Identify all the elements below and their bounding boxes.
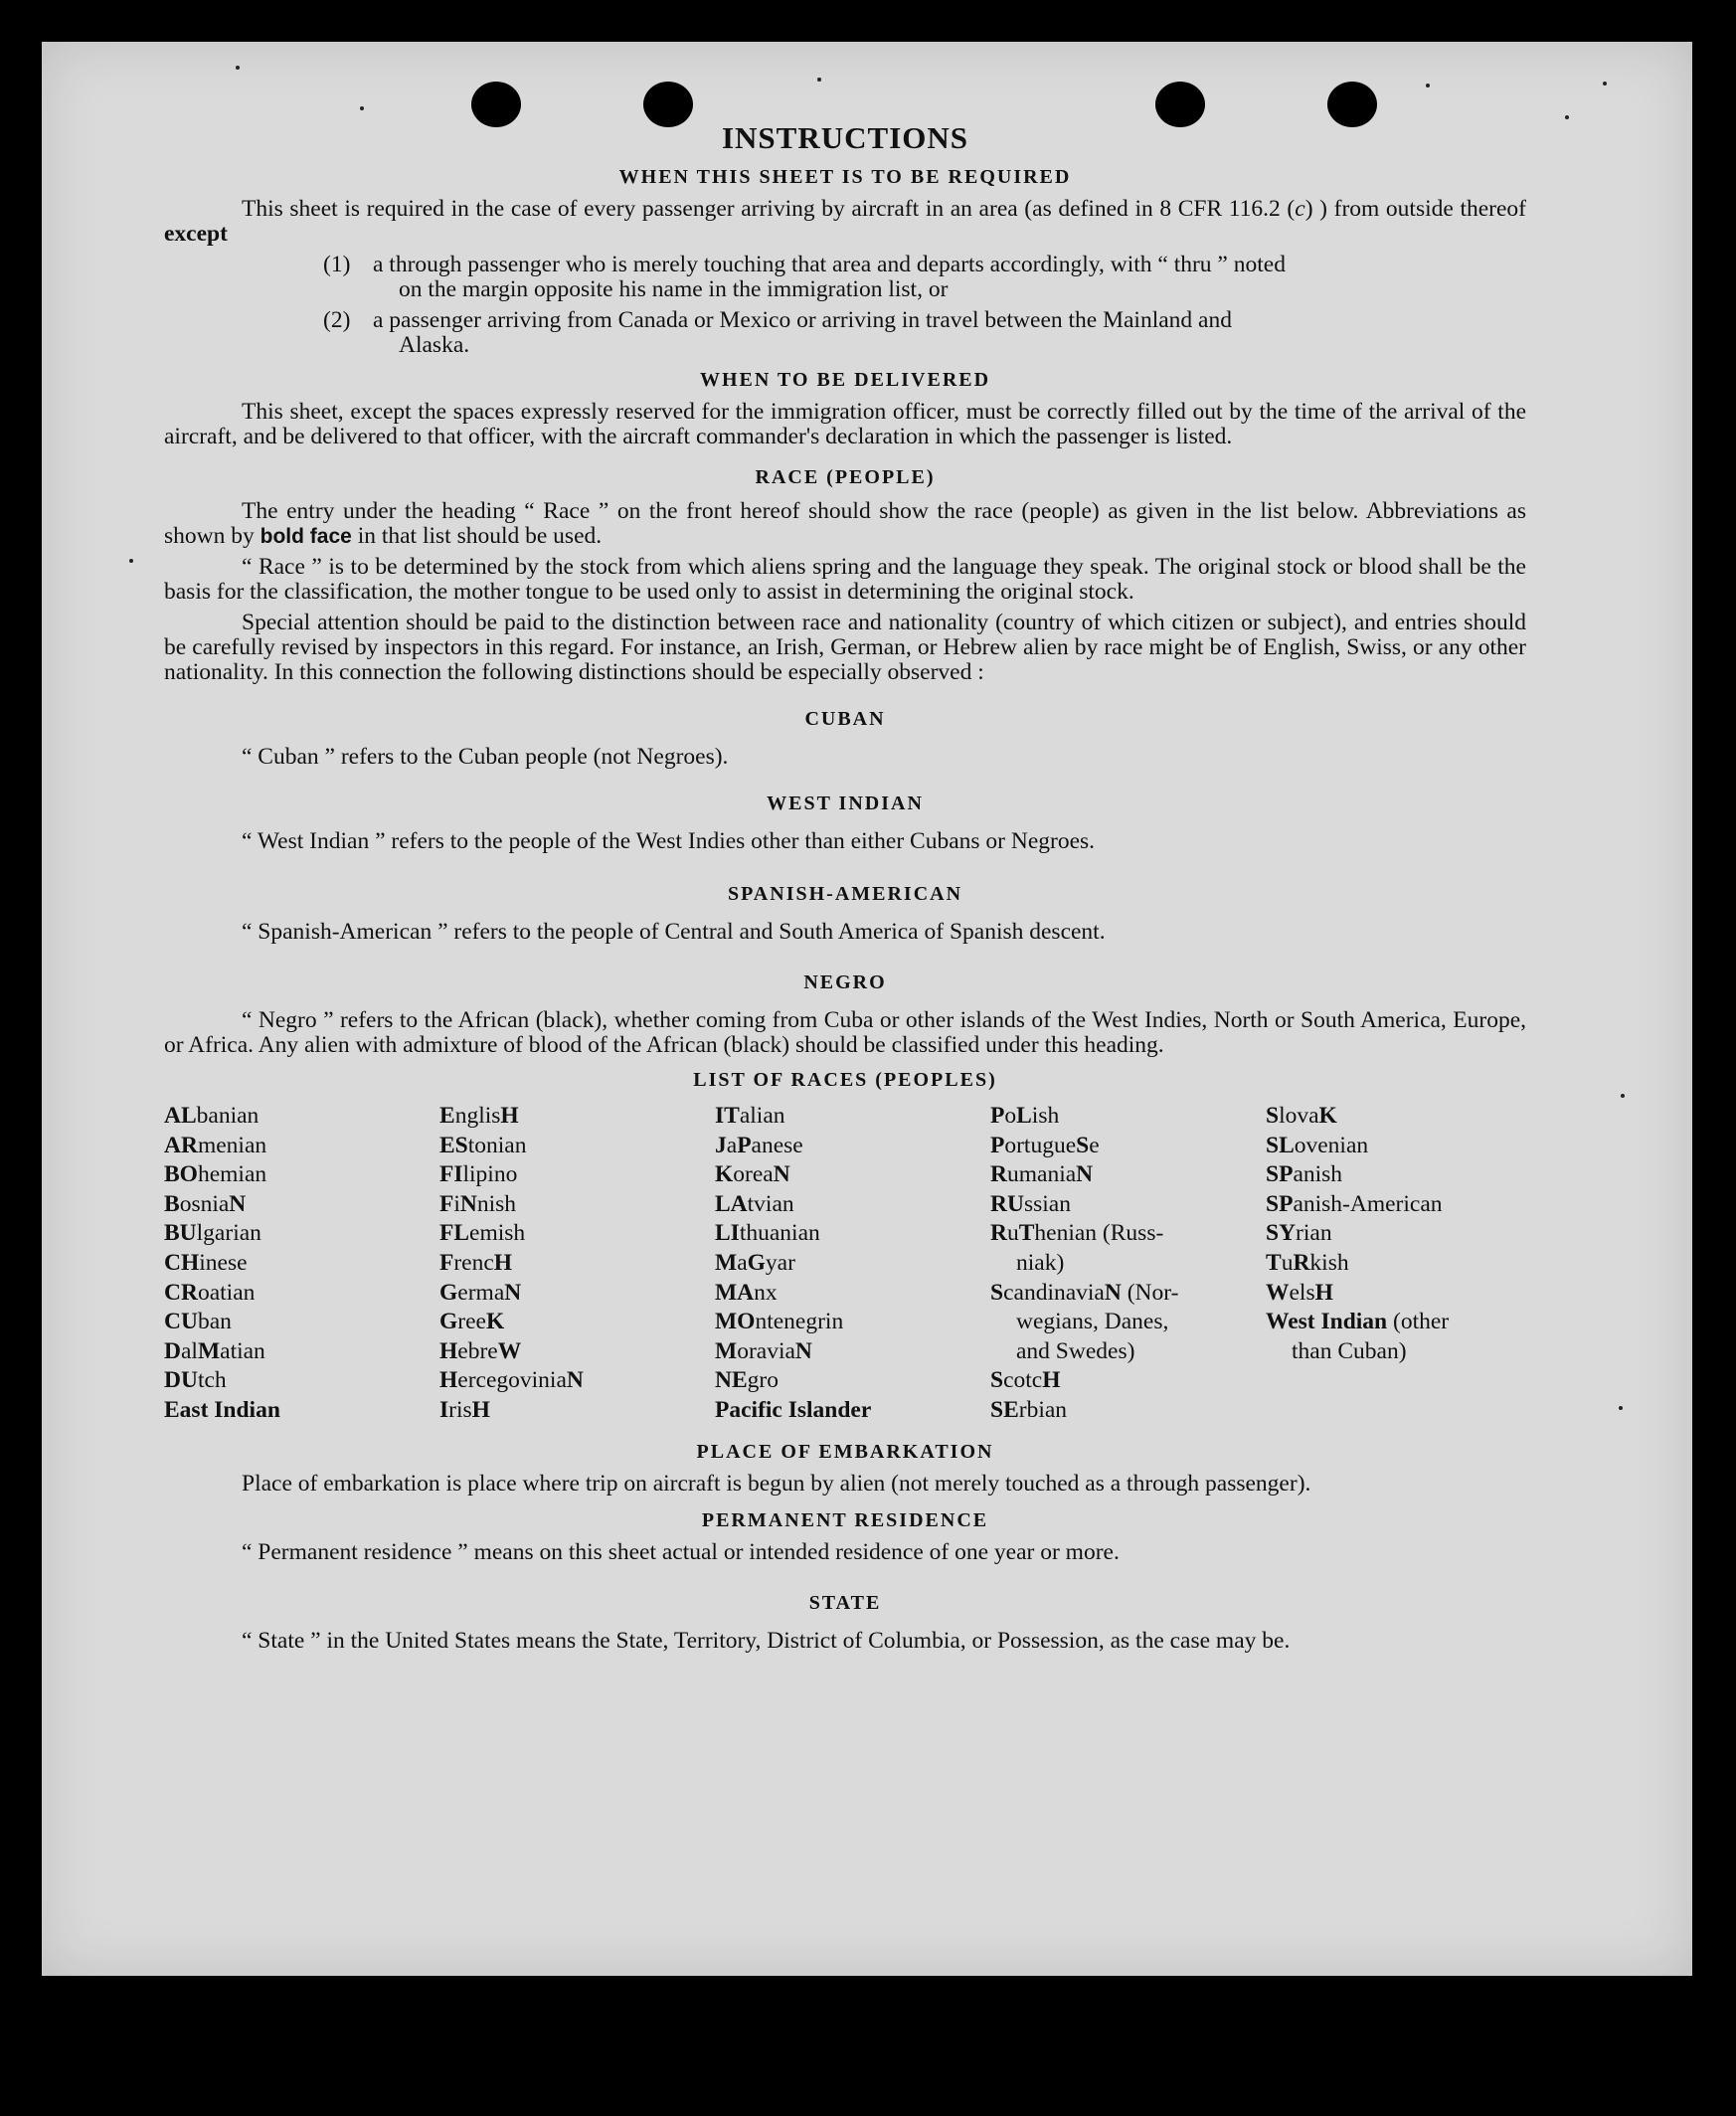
race-entry: KoreaN (715, 1161, 790, 1188)
race-entry: MAnx (715, 1279, 778, 1306)
race-entry: MOntenegrin (715, 1309, 844, 1335)
paragraph-race-2: “ Race ” is to be determined by the stock from which aliens spring and the language they speak. The original stock or blood shall be the basis for the classification, the mother tongue to be used only to assist in determining the original stock. (164, 554, 1526, 605)
paragraph-race-3: Special attention should be paid to the distinction between race and nationality (country of which citizen or subject), and entries should be carefully revised by inspectors in this regard. For instance, an Irish, German, or Hebrew alien by race might be of English, Swiss, or any other nationality. In this connection the following distinctions should be especially observed : (164, 610, 1526, 685)
race-entry: WelsH (1266, 1279, 1333, 1306)
speck (236, 66, 240, 70)
race-entry: PortugueSe (990, 1132, 1100, 1158)
race-entry: NEgro (715, 1367, 779, 1394)
races-column (715, 1102, 990, 1426)
race-entry: SLovenian (1266, 1132, 1369, 1158)
race-entry: East Indian (164, 1396, 280, 1423)
race-entry: wegians, Danes, (1016, 1309, 1169, 1335)
race-entry: GreeK (439, 1309, 505, 1335)
race-entry: MaGyar (715, 1249, 795, 1276)
paragraph-required: This sheet is required in the case of every passenger arriving by aircraft in an area (as defined in 8 CFR 116.2 (c) ) from outside thereof except (164, 196, 1526, 247)
speck (1621, 1094, 1625, 1098)
race-entry: PoLish (990, 1103, 1060, 1129)
heading-state: STATE (808, 1591, 882, 1614)
speck (1426, 84, 1430, 88)
race-entry: Pacific Islander (715, 1396, 872, 1423)
race-entry: DalMatian (164, 1337, 265, 1364)
race-entry: BUlgarian (164, 1220, 261, 1247)
heading-embarkation: PLACE OF EMBARKATION (696, 1440, 994, 1463)
race-entry: ScandinaviaN (Nor- (990, 1279, 1179, 1306)
race-entry: ITalian (715, 1103, 785, 1129)
race-entry: FLemish (439, 1220, 526, 1247)
race-entry: CUban (164, 1309, 232, 1335)
paragraph-delivered: This sheet, except the spaces expressly reserved for the immigration officer, must be correctly filled out by the time of the arrival of the aircraft, and be delivered to that officer, with the aircraft commander's declaration in which the passenger is listed. (164, 399, 1526, 449)
race-entry: IrisH (439, 1396, 490, 1423)
race-entry: ScotcH (990, 1367, 1061, 1394)
heading-when-required: WHEN THIS SHEET IS TO BE REQUIRED (618, 166, 1072, 188)
races-column (1266, 1102, 1504, 1426)
speck (129, 559, 133, 563)
races-list (164, 1102, 1526, 1426)
heading-cuban: CUBAN (804, 708, 886, 730)
heading-spanish-american: SPANISH-AMERICAN (727, 883, 963, 905)
paragraph-permanent-residence: “ Permanent residence ” means on this sheet actual or intended residence of one year or more. (242, 1538, 1120, 1565)
speck (1565, 115, 1569, 119)
race-entry: CHinese (164, 1249, 248, 1276)
race-entry: SErbian (990, 1396, 1068, 1423)
race-entry: ARmenian (164, 1132, 267, 1158)
race-entry: HebreW (439, 1337, 522, 1364)
race-entry: BOhemian (164, 1161, 267, 1188)
speck (360, 106, 364, 110)
race-entry: LIthuanian (715, 1220, 820, 1247)
race-entry: FiNnish (439, 1190, 517, 1217)
speck (1603, 82, 1607, 86)
race-entry: SlovaK (1266, 1103, 1337, 1129)
race-entry: BosniaN (164, 1190, 247, 1217)
speck (817, 78, 821, 82)
heading-when-delivered: WHEN TO BE DELIVERED (699, 369, 991, 391)
race-entry: and Swedes) (1016, 1337, 1135, 1364)
race-entry: ALbanian (164, 1103, 260, 1129)
instructions-content (164, 121, 1526, 1654)
race-entry: HercegoviniaN (439, 1367, 584, 1394)
paragraph-cuban: “ Cuban ” refers to the Cuban people (not Negroes). (242, 744, 729, 770)
race-entry: SPanish (1266, 1161, 1343, 1188)
race-entry: FIlipino (439, 1161, 518, 1188)
list-item-exception-1: (1) a through passenger who is merely touching that area and departs accordingly, with “ thru ” noted on the margin opposite his name in the immigration list, or (323, 252, 1286, 302)
page-title: INSTRUCTIONS (721, 120, 968, 155)
heading-negro: NEGRO (803, 971, 887, 993)
race-entry: RuThenian (Russ- (990, 1220, 1164, 1247)
list-item-exception-2: (2) a passenger arriving from Canada or Mexico or arriving in travel between the Mainland and Alaska. (323, 307, 1232, 358)
paragraph-negro: “ Negro ” refers to the African (black), whether coming from Cuba or other islands of the West Indies, North or South America, Europe, or Africa. Any alien with admixture of blood of the African (black) should be classified under this heading. (164, 1007, 1526, 1058)
races-column (164, 1102, 439, 1426)
race-entry: JaPanese (715, 1132, 803, 1158)
race-entry: RumaniaN (990, 1161, 1094, 1188)
race-entry: EStonian (439, 1132, 527, 1158)
race-entry: West Indian (other (1266, 1309, 1450, 1335)
paragraph-spanish-american: “ Spanish-American ” refers to the people of Central and South America of Spanish descent. (242, 919, 1106, 945)
race-entry: EnglisH (439, 1103, 519, 1129)
race-entry: CRoatian (164, 1279, 256, 1306)
heading-list-of-races: LIST OF RACES (PEOPLES) (693, 1069, 997, 1091)
race-entry: niak) (1016, 1249, 1065, 1276)
paragraph-race-1: The entry under the heading “ Race ” on the front hereof should show the race (people) as given in the list below. Abbreviations as shown by bold face in that list should be used. (164, 498, 1526, 549)
races-column (439, 1102, 715, 1426)
paragraph-west-indian: “ West Indian ” refers to the people of the West Indies other than either Cubans or Negroes. (242, 828, 1096, 854)
race-entry: FrencH (439, 1249, 513, 1276)
races-column (990, 1102, 1266, 1426)
race-entry: than Cuban) (1292, 1337, 1407, 1364)
race-entry: LAtvian (715, 1190, 794, 1217)
race-entry: RUssian (990, 1190, 1071, 1217)
heading-race: RACE (PEOPLE) (755, 466, 936, 488)
race-entry: GermaN (439, 1279, 522, 1306)
heading-west-indian: WEST INDIAN (767, 793, 924, 814)
race-entry: TuRkish (1266, 1249, 1349, 1276)
paragraph-embarkation: Place of embarkation is place where trip on aircraft is begun by alien (not merely touched as a through passenger). (242, 1470, 1311, 1497)
race-entry: DUtch (164, 1367, 227, 1394)
speck (1619, 1406, 1623, 1410)
race-entry: SYrian (1266, 1220, 1332, 1247)
race-entry: MoraviaN (715, 1337, 812, 1364)
paragraph-state: “ State ” in the United States means the State, Territory, District of Columbia, or Possession, as the case may be. (242, 1627, 1291, 1654)
race-entry: SPanish-American (1266, 1190, 1443, 1217)
heading-permanent-residence: PERMANENT RESIDENCE (701, 1508, 989, 1531)
